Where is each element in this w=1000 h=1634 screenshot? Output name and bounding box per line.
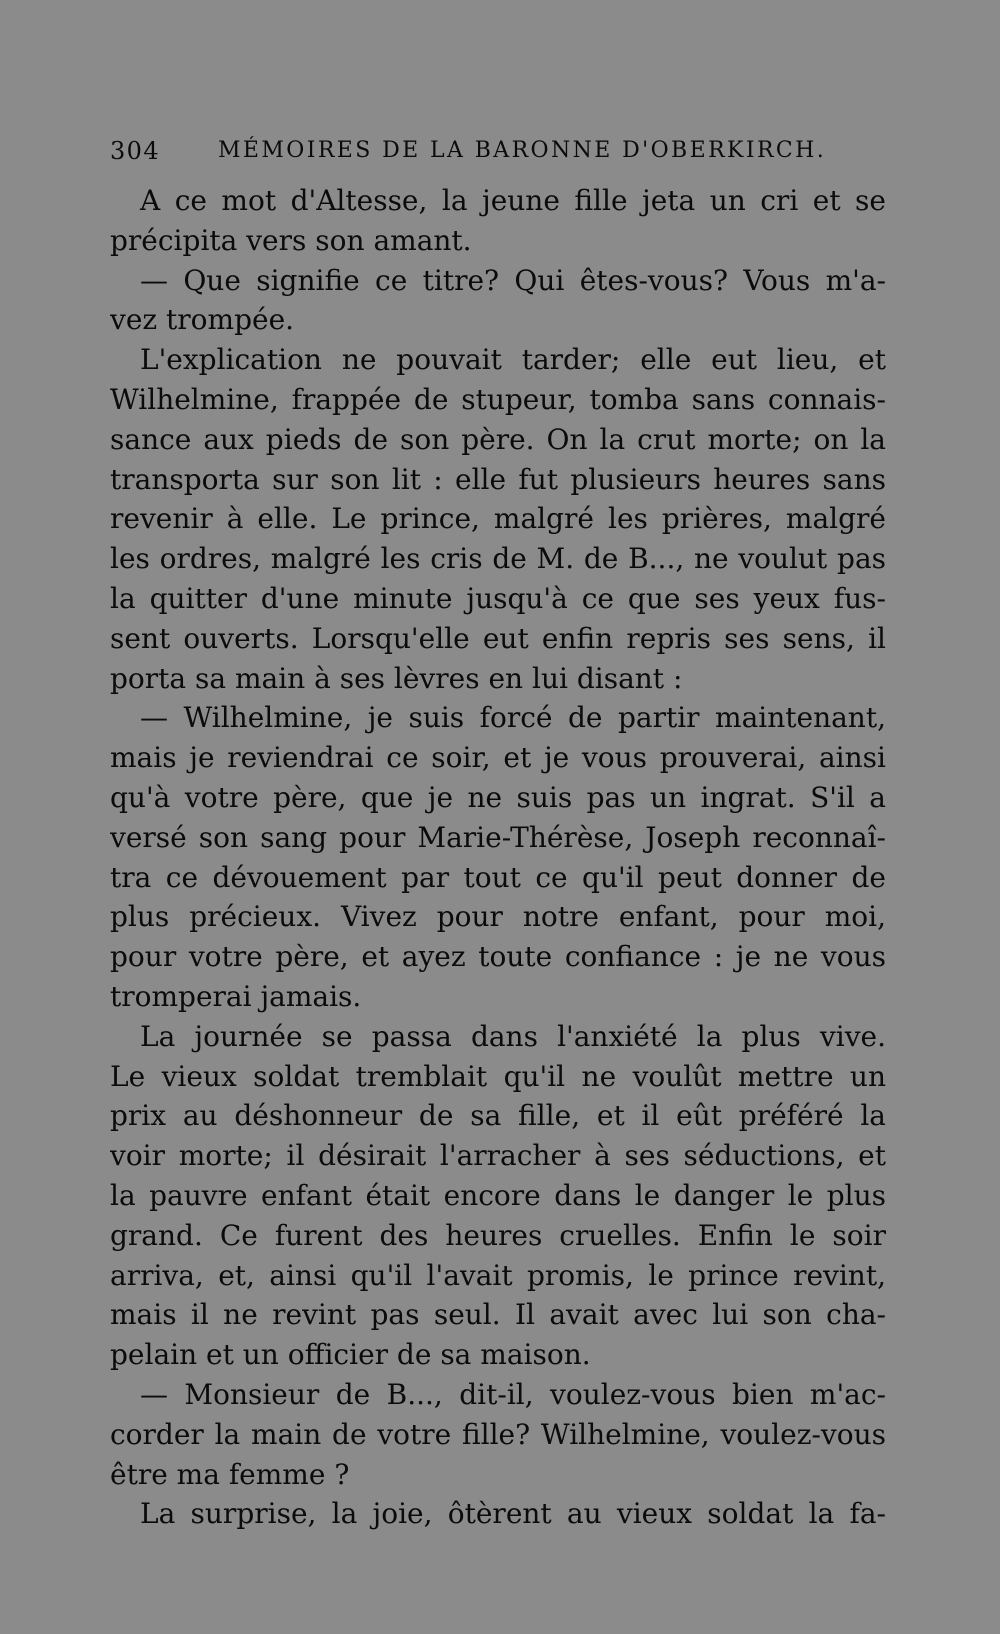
text-line: tra ce dévouement par tout ce qu'il peut donner de bbox=[110, 860, 886, 894]
page-header bbox=[110, 134, 890, 168]
text-line: Le vieux soldat tremblait qu'il ne voulût mettre un bbox=[110, 1059, 886, 1093]
text-line: prix au déshonneur de sa fille, et il eût préféré la bbox=[110, 1099, 886, 1133]
text-line: mais je reviendrai ce soir, et je vous prouverai, ainsi bbox=[110, 741, 886, 775]
text-line: versé son sang pour Marie-Thérèse, Joseph reconnaî- bbox=[110, 820, 886, 854]
text-line: précipita vers son amant. bbox=[110, 223, 472, 257]
text-line: la quitter d'une minute jusqu'à ce que ses yeux fus- bbox=[110, 581, 886, 615]
text-line: Wilhelmine, frappée de stupeur, tomba sans connais- bbox=[110, 382, 886, 416]
text-line: être ma femme ? bbox=[110, 1457, 350, 1491]
running-title: MÉMOIRES DE LA BARONNE D'OBERKIRCH. bbox=[218, 138, 827, 163]
text-line: la pauvre enfant était encore dans le danger le plus bbox=[110, 1178, 886, 1212]
text-line: les ordres, malgré les cris de M. de B..., ne voulut pas bbox=[110, 542, 886, 576]
text-line: corder la main de votre fille? Wilhelmine, voulez-vous bbox=[110, 1417, 886, 1451]
text-line: pelain et un officier de sa maison. bbox=[110, 1338, 591, 1372]
text-line: La journée se passa dans l'anxiété la plus vive. bbox=[140, 1019, 886, 1053]
text-line: sance aux pieds de son père. On la crut morte; on la bbox=[110, 422, 886, 456]
text-line: — Que signifie ce titre? Qui êtes-vous? Vous m'a- bbox=[140, 263, 886, 297]
text-line: arriva, et, ainsi qu'il l'avait promis, le prince revint, bbox=[110, 1258, 886, 1292]
page-number: 304 bbox=[110, 137, 161, 165]
text-line: sent ouverts. Lorsqu'elle eut enfin repris ses sens, il bbox=[110, 621, 886, 655]
text-line: porta sa main à ses lèvres en lui disant : bbox=[110, 661, 683, 695]
text-line: L'explication ne pouvait tarder; elle eut lieu, et bbox=[140, 343, 886, 377]
text-line: qu'à votre père, que je ne suis pas un ingrat. S'il a bbox=[110, 780, 886, 814]
text-line: mais il ne revint pas seul. Il avait avec lui son cha- bbox=[110, 1298, 886, 1332]
text-line: transporta sur son lit : elle fut plusieurs heures sans bbox=[110, 462, 886, 496]
text-line: voir morte; il désirait l'arracher à ses séductions, et bbox=[110, 1139, 886, 1173]
text-line: — Monsieur de B..., dit-il, voulez-vous bien m'ac- bbox=[140, 1377, 886, 1411]
text-line: pour votre père, et ayez toute confiance : je ne vous bbox=[110, 940, 886, 974]
body-text bbox=[110, 181, 886, 1534]
text-line: A ce mot d'Altesse, la jeune fille jeta un cri et se bbox=[140, 184, 886, 217]
text-line: La surprise, la joie, ôtèrent au vieux soldat la fa- bbox=[140, 1497, 886, 1531]
text-line: plus précieux. Vivez pour notre enfant, pour moi, bbox=[110, 900, 886, 934]
text-line: revenir à elle. Le prince, malgré les prières, malgré bbox=[110, 502, 886, 536]
text-line: vez trompée. bbox=[110, 303, 295, 337]
text-line: — Wilhelmine, je suis forcé de partir maintenant, bbox=[140, 701, 886, 735]
text-line: grand. Ce furent des heures cruelles. Enfin le soir bbox=[110, 1218, 886, 1252]
text-line: tromperai jamais. bbox=[110, 979, 362, 1013]
